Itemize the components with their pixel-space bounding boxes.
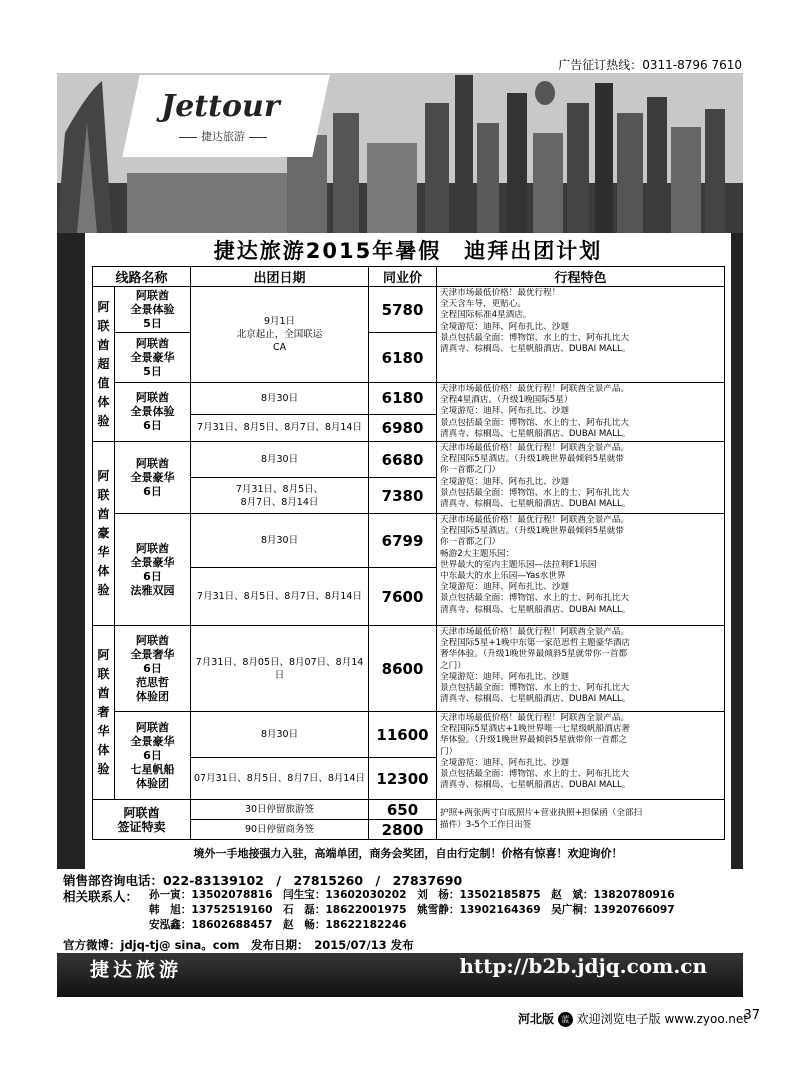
page-info xyxy=(518,1010,748,1027)
header-date: 出团日期 xyxy=(191,267,369,287)
edition-label: 河北版 xyxy=(517,1012,554,1026)
feature-line: 之门） xyxy=(440,660,466,671)
route-name: 阿联酋 全景豪华 6日 法雅双园 xyxy=(115,514,191,626)
tour-features xyxy=(437,712,725,800)
feature-line: 天津市场最低价格！最优行程！阿联酋全景产品。 xyxy=(440,515,630,526)
feature-line: 全境游览：迪拜、阿布扎比、沙迦 xyxy=(440,671,569,682)
feature-line: 你一首都之门） xyxy=(440,465,501,476)
feature-line: 你一首都之门） xyxy=(440,537,501,548)
feature-line: 景点包括最全面：博物馆、水上的士、阿布扎比大 xyxy=(440,593,630,604)
feature-line: 清真寺、棕榈岛、七星帆船酒店、DUBAI MALL。 xyxy=(440,499,631,510)
route-name: 阿联酋 全景豪华 5日 xyxy=(115,333,191,383)
page-title: 捷达旅游2015年暑假 迪拜出团计划 xyxy=(213,239,603,263)
tour-price: 6980 xyxy=(369,414,437,441)
site-text: 欢迎浏览电子版 www.zyoo.net xyxy=(576,1012,748,1026)
tour-date: 8月30日 xyxy=(191,712,369,758)
feature-line: 描件）3-5个工作日出签 xyxy=(440,819,532,830)
feature-line: 全境游览：迪拜、阿布扎比、沙迦 xyxy=(440,476,569,487)
feature-line: 全程国际5星酒店+1晚世界唯一七星级帆船酒店奢 xyxy=(440,724,631,735)
contact-section xyxy=(57,869,743,937)
header-price: 同业价 xyxy=(369,267,437,287)
feature-line: 全程国际标准4星酒店。 xyxy=(440,310,532,321)
logo-subtitle: 捷达旅游 xyxy=(175,128,271,144)
feature-line: 全程国际5星+1晚中东第一家范思哲主题豪华酒店 xyxy=(440,638,631,649)
feature-line: 全天含车导，更贴心。 xyxy=(440,299,526,310)
tour-price: 8600 xyxy=(369,626,437,712)
tour-price: 6680 xyxy=(369,442,437,478)
route-name: 阿联酋 全景豪华 6日 七星帆船 体验团 xyxy=(115,712,191,800)
feature-line: 门） xyxy=(440,746,458,757)
visa-type: 90日停留商务签 xyxy=(191,820,369,840)
tour-price: 6799 xyxy=(369,514,437,568)
feature-line: 全程国际5星酒店。（升级1晚世界最倾斜5星就带 xyxy=(440,526,624,537)
feature-line: 护照+两张两寸白底照片+营业执照+担保函（全部扫 xyxy=(440,808,643,819)
header-features: 行程特色 xyxy=(437,267,725,287)
feature-line: 世界最大的室内主题乐园—法拉利F1乐园 xyxy=(440,559,597,570)
tour-price: 11600 xyxy=(369,712,437,758)
advertisement xyxy=(57,73,743,997)
table-row xyxy=(93,712,725,758)
tour-table xyxy=(92,266,725,840)
feature-line: 天津市场最低价格！最优行程！阿联酋全景产品。 xyxy=(440,443,630,454)
table-row xyxy=(93,800,725,820)
tour-price: 7600 xyxy=(369,568,437,626)
contacts-label: 相关联系人： xyxy=(63,889,139,904)
jettour-logo: Jettour xyxy=(161,89,280,124)
feature-line: 全程4星酒店。（升级1晚国际5星） xyxy=(440,395,573,406)
tour-price: 7380 xyxy=(369,478,437,514)
feature-line: 奢华体验。（升级1晚世界最倾斜5星就带你一首都 xyxy=(440,649,628,660)
feature-line: 中东最大的水上乐园—Yas水世界 xyxy=(440,571,566,582)
tour-features xyxy=(437,626,725,712)
visa-type: 30日停留旅游签 xyxy=(191,800,369,820)
tour-date: 8月30日 xyxy=(191,514,369,568)
tour-price: 5780 xyxy=(369,287,437,333)
feature-line: 天津市场最低价格！最优行程！ xyxy=(440,288,561,298)
feature-line: 全境游览：迪拜、阿布扎比、沙迦 xyxy=(440,582,569,593)
tour-date: 7月31日、8月05日、8月07日、8月14日 xyxy=(191,626,369,712)
tour-features xyxy=(437,383,725,442)
route-name: 阿联酋 签证特卖 xyxy=(93,800,191,840)
tour-features xyxy=(437,442,725,514)
table-row xyxy=(93,514,725,568)
weibo-strip xyxy=(57,936,743,953)
feature-line: 清真寺、棕榈岛、七星帆船酒店、DUBAI MALL。 xyxy=(440,780,631,791)
feature-line: 天津市场最低价格！最优行程！阿联酋全景产品。 xyxy=(440,713,630,724)
feature-line: 清真寺、棕榈岛、七星帆船酒店、DUBAI MALL。 xyxy=(440,694,631,705)
feature-line: 天津市场最低价格！最优行程！阿联酋全景产品。 xyxy=(440,384,630,394)
contacts-line: 安泓鑫：18602688457 赵 畅：18622182246 xyxy=(149,919,407,931)
ad-hotline: 广告征订热线：0311-8796 7610 xyxy=(558,58,742,72)
feature-line: 景点包括最全面：博物馆、水上的士、阿布扎比大 xyxy=(440,683,630,694)
route-name: 阿联酋 全景豪华 6日 xyxy=(115,442,191,514)
page-number: 37 xyxy=(743,1008,760,1023)
tour-features xyxy=(437,287,725,383)
feature-line: 清真寺、棕榈岛、七星帆船酒店、DUBAI MALL。 xyxy=(440,428,631,439)
table-row xyxy=(93,626,725,712)
tour-date: 7月31日、8月5日、8月7日、8月14日 xyxy=(191,568,369,626)
visa-requirements xyxy=(437,800,725,840)
feature-line: 天津市场最低价格！最优行程！阿联酋全景产品。 xyxy=(440,627,630,638)
header-route: 线路名称 xyxy=(93,267,191,287)
table-header xyxy=(93,267,725,287)
contacts-line: 孙一寅：13502078816 闫生宝：13602030202 刘 杨：13502185875 赵 斌：13820780916 xyxy=(149,889,675,901)
sales-phones: 022-83139102 / 27815260 / 27837690 xyxy=(163,873,463,888)
skyline-banner xyxy=(57,73,743,233)
table-row xyxy=(93,383,725,415)
route-name: 阿联酋 全景奢华 6日 范思哲 体验团 xyxy=(115,626,191,712)
tour-price: 6180 xyxy=(369,333,437,383)
footer-brand: 捷达旅游 xyxy=(90,959,183,981)
feature-line: 全境游览：迪拜、阿布扎比、沙迦 xyxy=(440,321,569,332)
group-label: 阿 联 酋 超 值 体 验 xyxy=(93,287,115,442)
feature-line: 华体验。（升级1晚世界最倾斜5星就带你一首都之 xyxy=(440,735,628,746)
edition-badge-icon: 蓝 xyxy=(558,1012,573,1027)
route-name: 阿联酋 全景体验 5日 xyxy=(115,287,191,333)
feature-line: 景点包括最全面：博物馆、水上的士、阿布扎比大 xyxy=(440,769,630,780)
feature-line: 景点包括最全面：博物馆、水上的士、阿布扎比大 xyxy=(440,417,630,428)
tour-price: 6180 xyxy=(369,383,437,415)
slogan: 境外一手地接强力入驻，高端单团，商务会奖团，自由行定制！价格有惊喜！欢迎询价！ xyxy=(193,847,623,860)
group-label: 阿 联 酋 奢 华 体 验 xyxy=(93,626,115,800)
feature-line: 景点包括最全面：博物馆、水上的士、阿布扎比大 xyxy=(440,332,630,343)
feature-line: 景点包括最全面：博物馆、水上的士、阿布扎比大 xyxy=(440,487,630,498)
feature-line: 畅游2大主题乐园： xyxy=(440,548,515,559)
tour-schedule-panel xyxy=(85,233,731,869)
feature-line: 全境游览：迪拜、阿布扎比、沙迦 xyxy=(440,757,569,768)
tour-date: 07月31日、8月5日、8月7日、8月14日 xyxy=(191,758,369,800)
tour-price: 12300 xyxy=(369,758,437,800)
contacts-line: 韩 旭：13752519160 石 磊：18622001975 姚雪静：13902164369 吴广桐：13920766097 xyxy=(149,904,675,916)
feature-line: 全境游览：迪拜、阿布扎比、沙迦 xyxy=(440,406,569,417)
feature-line: 清真寺、棕榈岛、七星帆船酒店、DUBAI MALL。 xyxy=(440,344,631,355)
sales-label: 销售部咨询电话： xyxy=(63,873,164,888)
table-row xyxy=(93,287,725,333)
tour-features xyxy=(437,514,725,626)
tour-date: 8月30日 xyxy=(191,383,369,415)
feature-line: 清真寺、棕榈岛、七星帆船酒店、DUBAI MALL。 xyxy=(440,604,631,615)
tour-date: 9月1日 北京起止，全国联运 CA xyxy=(191,287,369,383)
group-label: 阿 联 酋 豪 华 体 验 xyxy=(93,442,115,626)
visa-price: 650 xyxy=(369,800,437,820)
footer-url[interactable]: http://b2b.jdjq.com.cn xyxy=(459,954,707,978)
tour-date: 7月31日、8月5日、 8月7日、8月14日 xyxy=(191,478,369,514)
route-name: 阿联酋 全景体验 6日 xyxy=(115,383,191,442)
table-row xyxy=(93,442,725,478)
tour-date: 7月31日、8月5日、8月7日、8月14日 xyxy=(191,414,369,441)
feature-line: 全程国际5星酒店。（升级1晚世界最倾斜5星就带 xyxy=(440,454,624,465)
tour-date: 8月30日 xyxy=(191,442,369,478)
weibo-line: 官方微博：jdjq-tj@ sina。com 发布日期： 2015/07/13 发布 xyxy=(63,938,414,952)
visa-price: 2800 xyxy=(369,820,437,840)
